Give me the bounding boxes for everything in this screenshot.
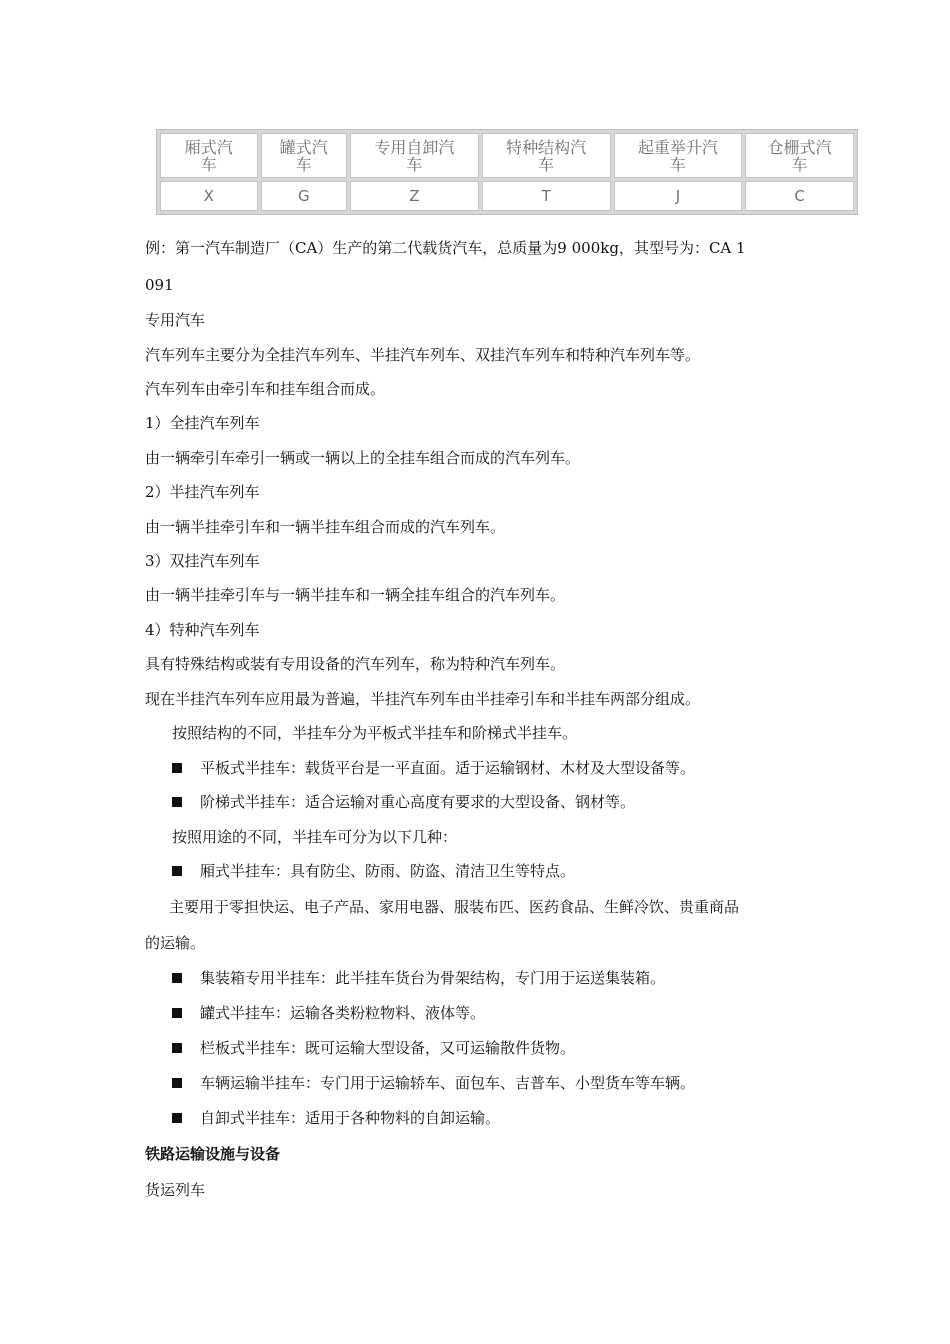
paragraph: 具有特殊结构或装有专用设备的汽车列车，称为特种汽车列车。 — [145, 655, 566, 673]
section-heading: 专用汽车 — [145, 311, 206, 329]
table-header-cell — [350, 133, 479, 178]
paragraph: 现在半挂汽车列车应用最为普遍，半挂汽车列车由半挂牵引车和半挂车两部分组成。 — [145, 690, 701, 708]
header-text: 专用自卸汽 车 — [374, 137, 455, 174]
header-text: 特种结构汽 车 — [506, 137, 587, 174]
bullet-item — [172, 1108, 500, 1128]
bullet-item — [172, 1038, 575, 1058]
bullet-item — [172, 1003, 485, 1023]
table-code-cell: Z — [350, 181, 479, 211]
section-heading-bold: 铁路运输设施与设备 — [145, 1145, 281, 1163]
square-bullet-icon — [172, 797, 182, 807]
table-header-cell — [261, 133, 348, 178]
bullet-item — [172, 1073, 695, 1093]
bullet-text: 厢式半挂车：具有防尘、防雨、防盗、清洁卫生等特点。 — [200, 862, 576, 880]
list-heading: 1）全挂汽车列车 — [145, 414, 260, 432]
header-text: 厢式汽 车 — [184, 137, 233, 174]
bullet-text: 栏板式半挂车：既可运输大型设备，又可运输散件货物。 — [200, 1039, 576, 1057]
square-bullet-icon — [172, 973, 182, 983]
table-code-row — [160, 181, 854, 211]
bullet-text: 自卸式半挂车：适用于各种物料的自卸运输。 — [200, 1109, 501, 1127]
table-code-cell: J — [614, 181, 743, 211]
paragraph: 汽车列车主要分为全挂汽车列车、半挂汽车列车、双挂汽车列车和特种汽车列车等。 — [145, 346, 701, 364]
table-header-cell — [614, 133, 743, 178]
header-text: 罐式汽 车 — [279, 137, 328, 174]
paragraph: 汽车列车由牵引车和挂车组合而成。 — [145, 380, 386, 398]
square-bullet-icon — [172, 763, 182, 773]
square-bullet-icon — [172, 1113, 182, 1123]
bullet-text: 车辆运输半挂车：专门用于运输轿车、面包车、吉普车、小型货车等车辆。 — [200, 1074, 696, 1092]
paragraph: 由一辆半挂牵引车与一辆半挂车和一辆全挂车组合的汽车列车。 — [145, 586, 566, 604]
header-text: 仓栅式汽 车 — [767, 137, 832, 174]
table-code-cell: C — [745, 181, 854, 211]
bullet-text: 阶梯式半挂车：适合运输对重心高度有要求的大型设备、钢材等。 — [200, 793, 636, 811]
paragraph-continued: 的运输。 — [145, 934, 206, 952]
square-bullet-icon — [172, 1078, 182, 1088]
paragraph: 由一辆半挂牵引车和一辆半挂车组合而成的汽车列车。 — [145, 518, 506, 536]
table-code-cell: T — [482, 181, 611, 211]
section-heading: 货运列车 — [145, 1181, 206, 1199]
example-text-continued: 091 — [145, 276, 174, 294]
bullet-item — [172, 861, 575, 881]
table-header-row — [160, 133, 854, 178]
bullet-text: 集装箱专用半挂车：此半挂车货台为骨架结构，专门用于运送集装箱。 — [200, 969, 666, 987]
bullet-text: 平板式半挂车：载货平台是一平直面。适于运输钢材、木材及大型设备等。 — [200, 759, 696, 777]
paragraph-indented: 按照用途的不同，半挂车可分为以下几种： — [172, 828, 458, 846]
list-heading: 2）半挂汽车列车 — [145, 483, 260, 501]
table-code-cell: G — [261, 181, 348, 211]
bullet-item — [172, 758, 695, 778]
list-heading: 4）特种汽车列车 — [145, 621, 260, 639]
table-header-cell — [160, 133, 258, 178]
header-text: 起重举升汽 车 — [637, 137, 718, 174]
table-header-cell — [745, 133, 854, 178]
paragraph-indented: 主要用于零担快运、电子产品、家用电器、服装布匹、医药食品、生鲜冷饮、贵重商品 — [169, 898, 740, 916]
list-heading: 3）双挂汽车列车 — [145, 552, 260, 570]
square-bullet-icon — [172, 866, 182, 876]
bullet-item — [172, 792, 635, 812]
paragraph-indented: 按照结构的不同，半挂车分为平板式半挂车和阶梯式半挂车。 — [172, 724, 578, 742]
square-bullet-icon — [172, 1043, 182, 1053]
table-code-cell: X — [160, 181, 258, 211]
paragraph: 由一辆牵引车牵引一辆或一辆以上的全挂车组合而成的汽车列车。 — [145, 449, 581, 467]
bullet-text: 罐式半挂车：运输各类粉粒物料、液体等。 — [200, 1004, 486, 1022]
bullet-item — [172, 968, 665, 988]
table-header-cell — [482, 133, 611, 178]
square-bullet-icon — [172, 1008, 182, 1018]
example-text: 例：第一汽车制造厂（CA）生产的第二代载货汽车，总质量为9 000kg，其型号为：CA 1 — [145, 239, 746, 257]
vehicle-type-code-table — [156, 129, 858, 215]
